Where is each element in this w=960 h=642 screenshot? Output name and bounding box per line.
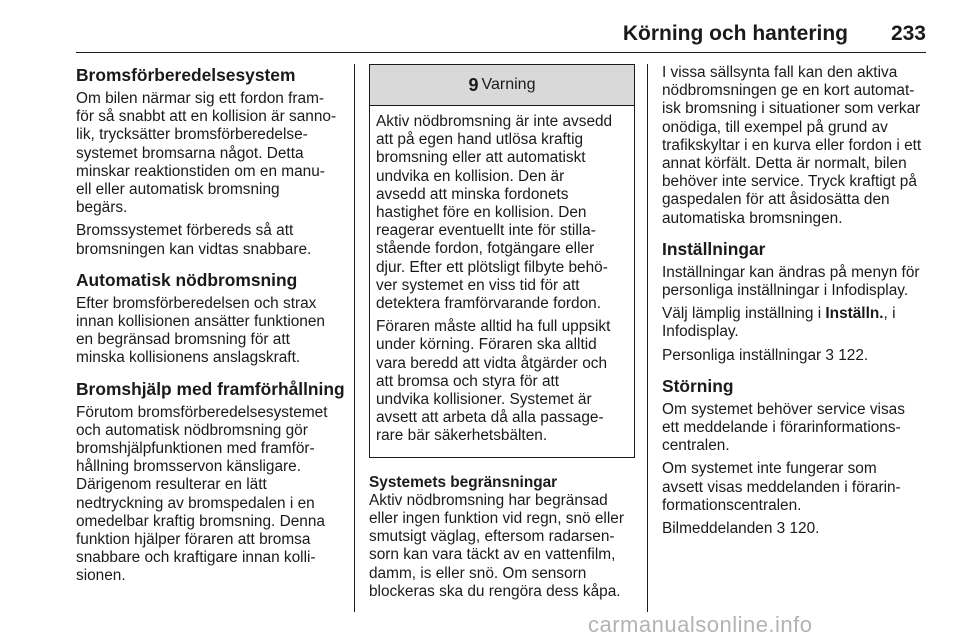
text-line: ell eller automatisk bromsning — [76, 181, 280, 199]
text-line: annat körfält. Detta är normalt, bilen — [662, 155, 907, 173]
chapter-title: Körning och hantering — [622, 22, 848, 45]
text-line: Inställningar kan ändras på menyn för — [662, 263, 920, 281]
page-reference-arrow-icon: 3 — [776, 520, 786, 538]
paragraph — [376, 318, 628, 445]
text-line: undvika kollisioner. Systemet är — [376, 391, 592, 409]
paragraph — [662, 401, 926, 456]
text-line: Om systemet behöver service visas — [662, 400, 905, 418]
paragraph — [662, 305, 926, 341]
paragraph — [76, 222, 346, 258]
warning-title: Varning — [481, 75, 536, 93]
text-line: bromshjälpfunktionen med framför- — [76, 440, 315, 458]
text-line: en begränsad bromsning för att — [76, 331, 290, 349]
text-line: minskar reaktionstiden om en manu- — [76, 162, 325, 180]
text-run: Välj lämplig inställning i — [662, 305, 826, 323]
text-line: snabbare och kraftigare innan kolli- — [76, 549, 316, 567]
text-line — [662, 520, 926, 538]
paragraph — [662, 264, 926, 300]
text-line: systemet bromsarna något. Detta — [76, 144, 304, 162]
text-run: , i — [883, 305, 896, 323]
heading-systemets-begransningar: Systemets begränsningar — [369, 473, 558, 491]
text-line: att på egen hand utlösa kraftig — [376, 131, 584, 149]
text-line: sorn kan vara täckt av en vattenfilm, — [369, 546, 616, 564]
text-line: för så snabbt att en kollision är sanno- — [76, 108, 337, 126]
column-right — [662, 64, 926, 543]
text-run: Personliga inställningar — [662, 346, 826, 364]
text-line: ver systemet en viss tid för att — [376, 276, 580, 294]
page-reference: 120. — [785, 520, 820, 538]
text-line: och automatisk nödbromsning gör — [76, 421, 308, 439]
text-line: vara beredd att vidta åtgärder och — [376, 354, 608, 372]
text-line: formationscentralen. — [662, 496, 802, 514]
text-line: stående fordon, fotgängare eller — [376, 240, 595, 258]
warning-header — [370, 65, 634, 106]
text-line: personliga inställningar i Infodisplay. — [662, 282, 909, 300]
text-line: Aktiv nödbromsning har begränsad — [369, 491, 608, 509]
text-line: hastighet före en kollision. Den — [376, 204, 587, 222]
text-line: Infodisplay. — [662, 323, 739, 341]
paragraph — [662, 347, 926, 365]
text-line: undvika en kollision. Den är — [376, 167, 565, 185]
page-reference: 122. — [833, 346, 869, 364]
text-line: lik, trycksätter bromsförberedelse- — [76, 126, 308, 144]
paragraph — [662, 520, 926, 538]
heading-installningar: Inställningar — [662, 238, 766, 259]
text-line: smutsigt väglag, eftersom radarsen- — [369, 528, 615, 546]
text-line: minska kollisionens anslagskraft. — [76, 349, 301, 367]
page-reference-arrow-icon: 3 — [825, 346, 834, 364]
paragraph — [662, 64, 926, 228]
text-line: nödbromsningen ge en kort automat- — [662, 82, 915, 100]
text-line: avsett visas meddelanden i förarin- — [662, 478, 901, 496]
heading-automatisk-nodbromsning: Automatisk nödbromsning — [76, 269, 298, 290]
text-line: Därigenom resulterar en lätt — [76, 476, 267, 494]
text-line: Föraren måste alltid ha full uppsikt — [376, 318, 611, 336]
text-line: Om systemet inte fungerar som — [662, 460, 877, 478]
heading-storning: Störning — [662, 375, 734, 396]
column-divider — [647, 64, 648, 612]
text-line — [662, 305, 926, 323]
warning-box — [369, 64, 635, 458]
page-number: 233 — [890, 22, 926, 45]
text-line: behöver inte service. Tryck kraftigt på — [662, 173, 917, 191]
text-line: blockeras ska du rengöra dess kåpa. — [369, 582, 621, 600]
paragraph — [76, 90, 346, 217]
text-line: sionen. — [76, 567, 126, 585]
warning-body — [370, 106, 634, 457]
text-line: bromsningen kan vidtas snabbare. — [76, 240, 312, 258]
column-divider — [354, 64, 355, 612]
column-left — [76, 64, 346, 591]
text-line: Förutom bromsförberedelsesystemet — [76, 403, 328, 421]
text-line: rare bär säkerhetsbälten. — [376, 427, 548, 445]
text-line: funktion hjälper föraren att bromsa — [76, 531, 311, 549]
text-line: nedtryckning av bromspedalen i en — [76, 494, 315, 512]
text-line: innan kollisionen ansätter funktionen — [76, 313, 325, 331]
text-line: gaspedalen för att åsidosätta den — [662, 191, 890, 209]
text-run: Bilmeddelanden — [662, 520, 777, 538]
text-line: Aktiv nödbromsning är inte avsedd — [376, 113, 613, 130]
text-line: damm, is eller snö. Om sensorn — [369, 564, 587, 582]
text-line: automatiska bromsningen. — [662, 209, 843, 227]
text-line: bromsning eller att automatiskt — [376, 149, 586, 167]
text-line: under körning. Föraren ska alltid — [376, 336, 597, 354]
paragraph — [369, 492, 635, 601]
text-line: avsedd att minska fordonets — [376, 185, 569, 203]
heading-bromshjalp: Bromshjälp med framförhållning — [76, 378, 345, 399]
text-line: eller ingen funktion vid regn, snö eller — [369, 510, 624, 528]
text-line: hållning bromsservon känsligare. — [76, 458, 301, 476]
heading-bromsforberedelsesystem: Bromsförberedelsesystem — [76, 65, 296, 85]
watermark: carmanualsonline.info — [588, 612, 813, 637]
text-line: Efter bromsförberedelsen och strax — [76, 294, 317, 312]
text-line: detektera framförvarande fordon. — [376, 295, 601, 313]
text-line: isk bromsning i situationer som verkar — [662, 100, 921, 118]
text-line: onödiga, till exempel på grund av — [662, 118, 888, 136]
paragraph — [76, 404, 346, 586]
text-line: Bromssystemet förbereds så att — [76, 222, 294, 240]
menu-term-installn: Inställn. — [825, 305, 884, 323]
text-line: Om bilen närmar sig ett fordon fram- — [76, 90, 325, 107]
text-line: omedelbar kraftig bromsning. Denna — [76, 512, 325, 530]
text-line: avsett att arbeta då alla passage- — [376, 409, 604, 427]
paragraph — [376, 113, 628, 313]
warning-triangle-icon: 9 — [468, 74, 479, 95]
paragraph — [76, 295, 346, 368]
text-line: att bromsa och styra för att — [376, 372, 560, 390]
text-line: ett meddelande i förarinformations- — [662, 419, 901, 437]
text-line: begärs. — [76, 199, 128, 217]
text-line: centralen. — [662, 437, 730, 455]
text-line: I vissa sällsynta fall kan den aktiva — [662, 64, 898, 81]
text-line: trafikskyltar i en kurva eller fordon i ett — [662, 136, 922, 154]
text-line: djur. Efter ett plötsligt filbyte behö- — [376, 258, 608, 276]
header-rule — [76, 52, 926, 53]
text-line — [662, 347, 926, 365]
paragraph — [662, 460, 926, 515]
text-line: reagerar eventuellt inte för stilla- — [376, 222, 596, 240]
column-middle — [369, 64, 635, 606]
